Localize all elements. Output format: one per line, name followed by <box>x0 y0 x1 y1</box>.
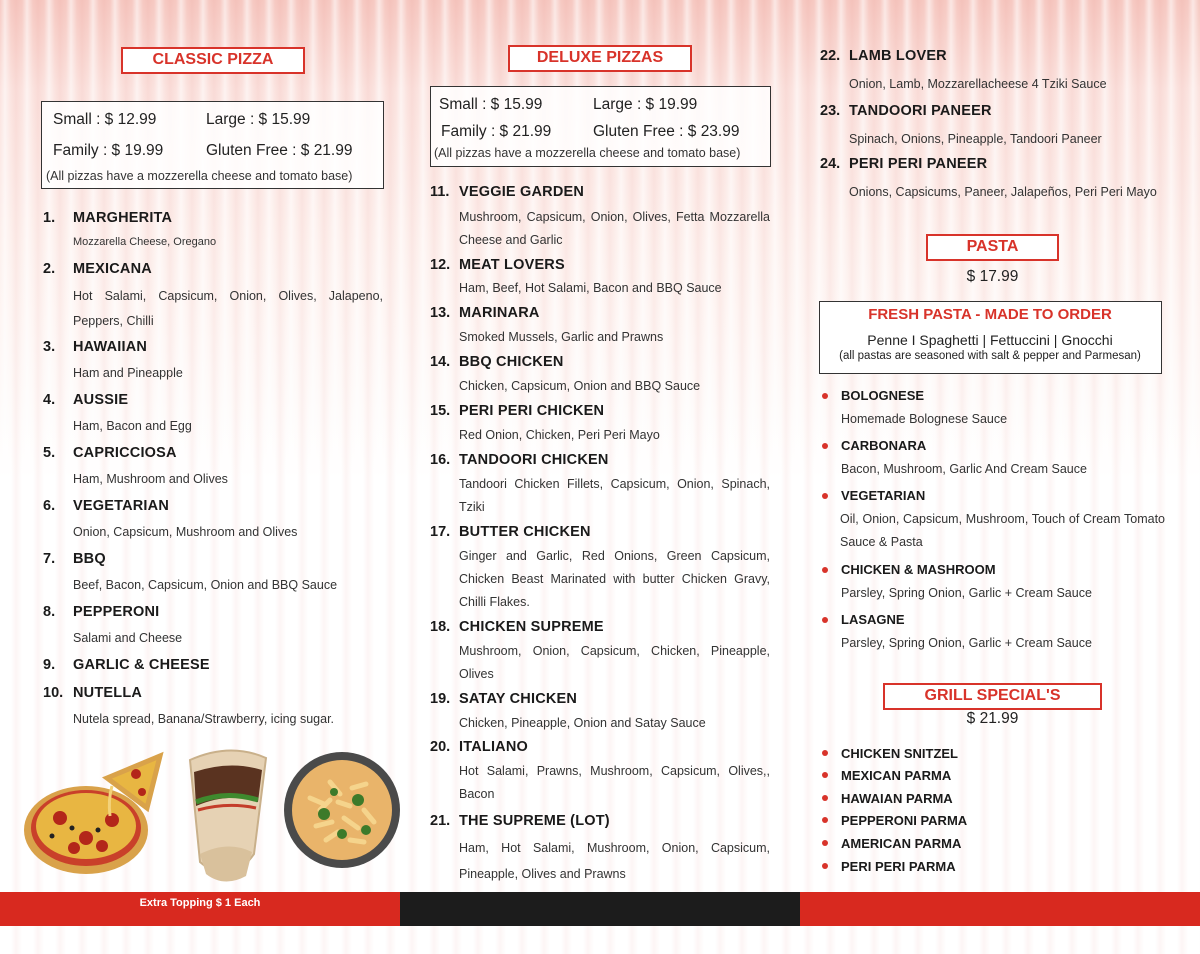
pasta-name: LASAGNE <box>841 612 905 627</box>
bullet-icon <box>822 795 828 801</box>
item-description: Ham, Hot Salami, Mushroom, Onion, Capsicum, Pineapple, Olives and Prawns <box>459 841 770 881</box>
fresh-pasta-box <box>819 301 1162 374</box>
item-number: 21. <box>430 813 451 829</box>
item-name: BBQ <box>73 551 106 567</box>
item-number: 20. <box>430 739 451 755</box>
item-name: MEXICANA <box>73 261 152 277</box>
item-number: 1. <box>43 210 56 226</box>
item-description: Mushroom, Capsicum, Onion, Olives, Fetta Mozzarella Cheese and Garlic <box>459 210 770 247</box>
deluxe-price-note: (All pizzas have a mozzerella cheese and tomato base) <box>434 146 741 160</box>
item-number: 3. <box>43 339 56 355</box>
item-number: 6. <box>43 498 56 514</box>
item-number: 5. <box>43 445 56 461</box>
classic-price-family: Family : $ 19.99 <box>53 142 164 159</box>
pasta-note: (all pastas are seasoned with salt & pepper and Parmesan) <box>839 350 1141 362</box>
wrap-image <box>170 742 282 892</box>
item-number: 16. <box>430 452 451 468</box>
item-number: 2. <box>43 261 56 277</box>
item-number: 8. <box>43 604 56 620</box>
item-name: PERI PERI PANEER <box>849 156 988 172</box>
item-number: 19. <box>430 691 451 707</box>
item-number: 11. <box>430 184 450 200</box>
item-description: Mozzarella Cheese, Oregano <box>73 236 217 248</box>
pasta-name: CARBONARA <box>841 438 927 453</box>
grill-name: PERI PERI PARMA <box>841 859 956 874</box>
deluxe-price-family: Family : $ 21.99 <box>441 123 552 140</box>
item-description: Onion, Capsicum, Mushroom and Olives <box>73 525 298 539</box>
item-number: 14. <box>430 354 451 370</box>
pasta-name: BOLOGNESE <box>841 388 925 403</box>
item-name: TANDOORI CHICKEN <box>459 452 609 468</box>
item-name: CAPRICCIOSA <box>73 445 177 461</box>
classic-price-box <box>41 101 384 189</box>
classic-price-gluten-free: Gluten Free : $ 21.99 <box>206 142 353 159</box>
item-description: Ham, Bacon and Egg <box>73 419 192 433</box>
classic-price-large: Large : $ 15.99 <box>206 111 311 128</box>
pasta-description: Bacon, Mushroom, Garlic And Cream Sauce <box>841 462 1087 476</box>
bullet-icon <box>822 393 828 399</box>
deluxe-price-large: Large : $ 19.99 <box>593 96 698 113</box>
classic-price-note: (All pizzas have a mozzerella cheese and tomato base) <box>46 169 353 183</box>
item-description: Nutela spread, Banana/Strawberry, icing sugar. <box>73 712 335 726</box>
deluxe-price-box <box>430 86 771 167</box>
item-number: 10. <box>43 685 64 701</box>
classic-price-small: Small : $ 12.99 <box>53 111 157 128</box>
item-number: 23. <box>820 103 841 119</box>
footer-right-band <box>800 892 1200 926</box>
bullet-icon <box>822 772 828 778</box>
footer-middle-band <box>400 892 800 926</box>
item-description: Ham and Pineapple <box>73 366 183 380</box>
pasta-types: Penne I Spaghetti | Fettuccini | Gnocchi <box>867 332 1113 348</box>
item-number: 15. <box>430 403 451 419</box>
item-number: 13. <box>430 305 451 321</box>
item-number: 9. <box>43 657 56 673</box>
item-name: SATAY CHICKEN <box>459 691 578 707</box>
item-name: MARGHERITA <box>73 210 173 226</box>
item-description: Smoked Mussels, Garlic and Prawns <box>459 330 664 344</box>
bullet-icon <box>822 617 828 623</box>
item-description: Tandoori Chicken Fillets, Capsicum, Onion, Spinach, Tziki <box>459 477 770 514</box>
item-number: 18. <box>430 619 451 635</box>
item-description: Onions, Capsicums, Paneer, Jalapeños, Peri Peri Mayo <box>849 185 1157 199</box>
grill-price: $ 21.99 <box>966 710 1019 727</box>
item-number: 7. <box>43 551 56 567</box>
item-number: 24. <box>820 156 841 172</box>
item-name: TANDOORI PANEER <box>849 103 992 119</box>
pasta-heading: PASTA <box>926 234 1059 261</box>
item-name: ITALIANO <box>459 739 528 755</box>
pasta-name: CHICKEN & MASHROOM <box>841 562 996 577</box>
item-description: Red Onion, Chicken, Peri Peri Mayo <box>459 428 660 442</box>
item-name: THE SUPREME (LOT) <box>459 813 610 829</box>
item-description: Ginger and Garlic, Red Onions, Green Capsicum, Chicken Beast Marinated with butter Chicken Gravy, Chilli Flakes. <box>459 549 770 609</box>
footer-left-band <box>0 892 400 926</box>
classic-pizza-heading: CLASSIC PIZZA <box>121 47 305 74</box>
item-name: GARLIC & CHEESE <box>73 657 210 673</box>
item-number: 17. <box>430 524 451 540</box>
pasta-description: Parsley, Spring Onion, Garlic + Cream Sauce <box>841 586 1092 600</box>
item-name: BBQ CHICKEN <box>459 354 564 370</box>
deluxe-price-gluten-free: Gluten Free : $ 23.99 <box>593 123 740 140</box>
item-description: Salami and Cheese <box>73 631 183 645</box>
item-description: Spinach, Onions, Pineapple, Tandoori Paneer <box>849 132 1102 146</box>
item-number: 12. <box>430 257 451 273</box>
bullet-icon <box>822 443 828 449</box>
grill-specials-heading: GRILL SPECIAL'S <box>883 683 1102 710</box>
grill-name: PEPPERONI PARMA <box>841 813 968 828</box>
extra-topping-text: Extra Topping $ 1 Each <box>139 897 261 909</box>
bullet-icon <box>822 817 828 823</box>
item-name: VEGETARIAN <box>73 498 169 514</box>
item-name: MARINARA <box>459 305 540 321</box>
item-description: Hot Salami, Prawns, Mushroom, Capsicum, Olives,, Bacon <box>459 764 770 801</box>
bullet-icon <box>822 750 828 756</box>
deluxe-price-small: Small : $ 15.99 <box>439 96 543 113</box>
pasta-name: VEGETARIAN <box>841 488 926 503</box>
item-description: Chicken, Capsicum, Onion and BBQ Sauce <box>459 379 701 393</box>
item-name: VEGGIE GARDEN <box>459 184 585 200</box>
item-name: LAMB LOVER <box>849 48 947 64</box>
bullet-icon <box>822 567 828 573</box>
item-name: BUTTER CHICKEN <box>459 524 591 540</box>
bullet-icon <box>822 493 828 499</box>
fresh-pasta-title: FRESH PASTA - MADE TO ORDER <box>868 306 1112 323</box>
item-description: Chicken, Pineapple, Onion and Satay Sauce <box>459 716 706 730</box>
grill-name: HAWAIAN PARMA <box>841 791 953 806</box>
item-name: PERI PERI CHICKEN <box>459 403 605 419</box>
item-name: MEAT LOVERS <box>459 257 565 273</box>
grill-name: MEXICAN PARMA <box>841 768 952 783</box>
item-description: Ham, Mushroom and Olives <box>73 472 228 486</box>
item-description: Onion, Lamb, Mozzarellacheese 4 Tziki Sauce <box>849 77 1107 91</box>
pasta-description: Homemade Bolognese Sauce <box>841 412 1008 426</box>
item-name: AUSSIE <box>73 392 129 408</box>
item-name: PEPPERONI <box>73 604 160 620</box>
pasta-price: $ 17.99 <box>966 268 1019 285</box>
pasta-bowl-image <box>280 748 405 873</box>
grill-name: AMERICAN PARMA <box>841 836 962 851</box>
bullet-icon <box>822 863 828 869</box>
pasta-description: Parsley, Spring Onion, Garlic + Cream Sauce <box>841 636 1092 650</box>
deluxe-pizzas-heading: DELUXE PIZZAS <box>508 45 692 72</box>
item-description: Mushroom, Onion, Capsicum, Chicken, Pineapple, Olives <box>459 644 770 681</box>
bullet-icon <box>822 840 828 846</box>
item-description: Hot Salami, Capsicum, Onion, Olives, Jalapeno, Peppers, Chilli <box>73 289 383 328</box>
item-name: HAWAIIAN <box>73 339 148 355</box>
item-name: CHICKEN SUPREME <box>459 619 604 635</box>
item-description: Ham, Beef, Hot Salami, Bacon and BBQ Sauce <box>459 281 722 295</box>
pasta-description: Oil, Onion, Capsicum, Mushroom, Touch of Cream Tomato Sauce & Pasta <box>840 512 1165 549</box>
pizza-image <box>12 738 164 878</box>
item-number: 4. <box>43 392 56 408</box>
item-name: NUTELLA <box>73 685 143 701</box>
grill-name: CHICKEN SNITZEL <box>841 746 958 761</box>
item-number: 22. <box>820 48 841 64</box>
item-description: Beef, Bacon, Capsicum, Onion and BBQ Sauce <box>73 578 338 592</box>
